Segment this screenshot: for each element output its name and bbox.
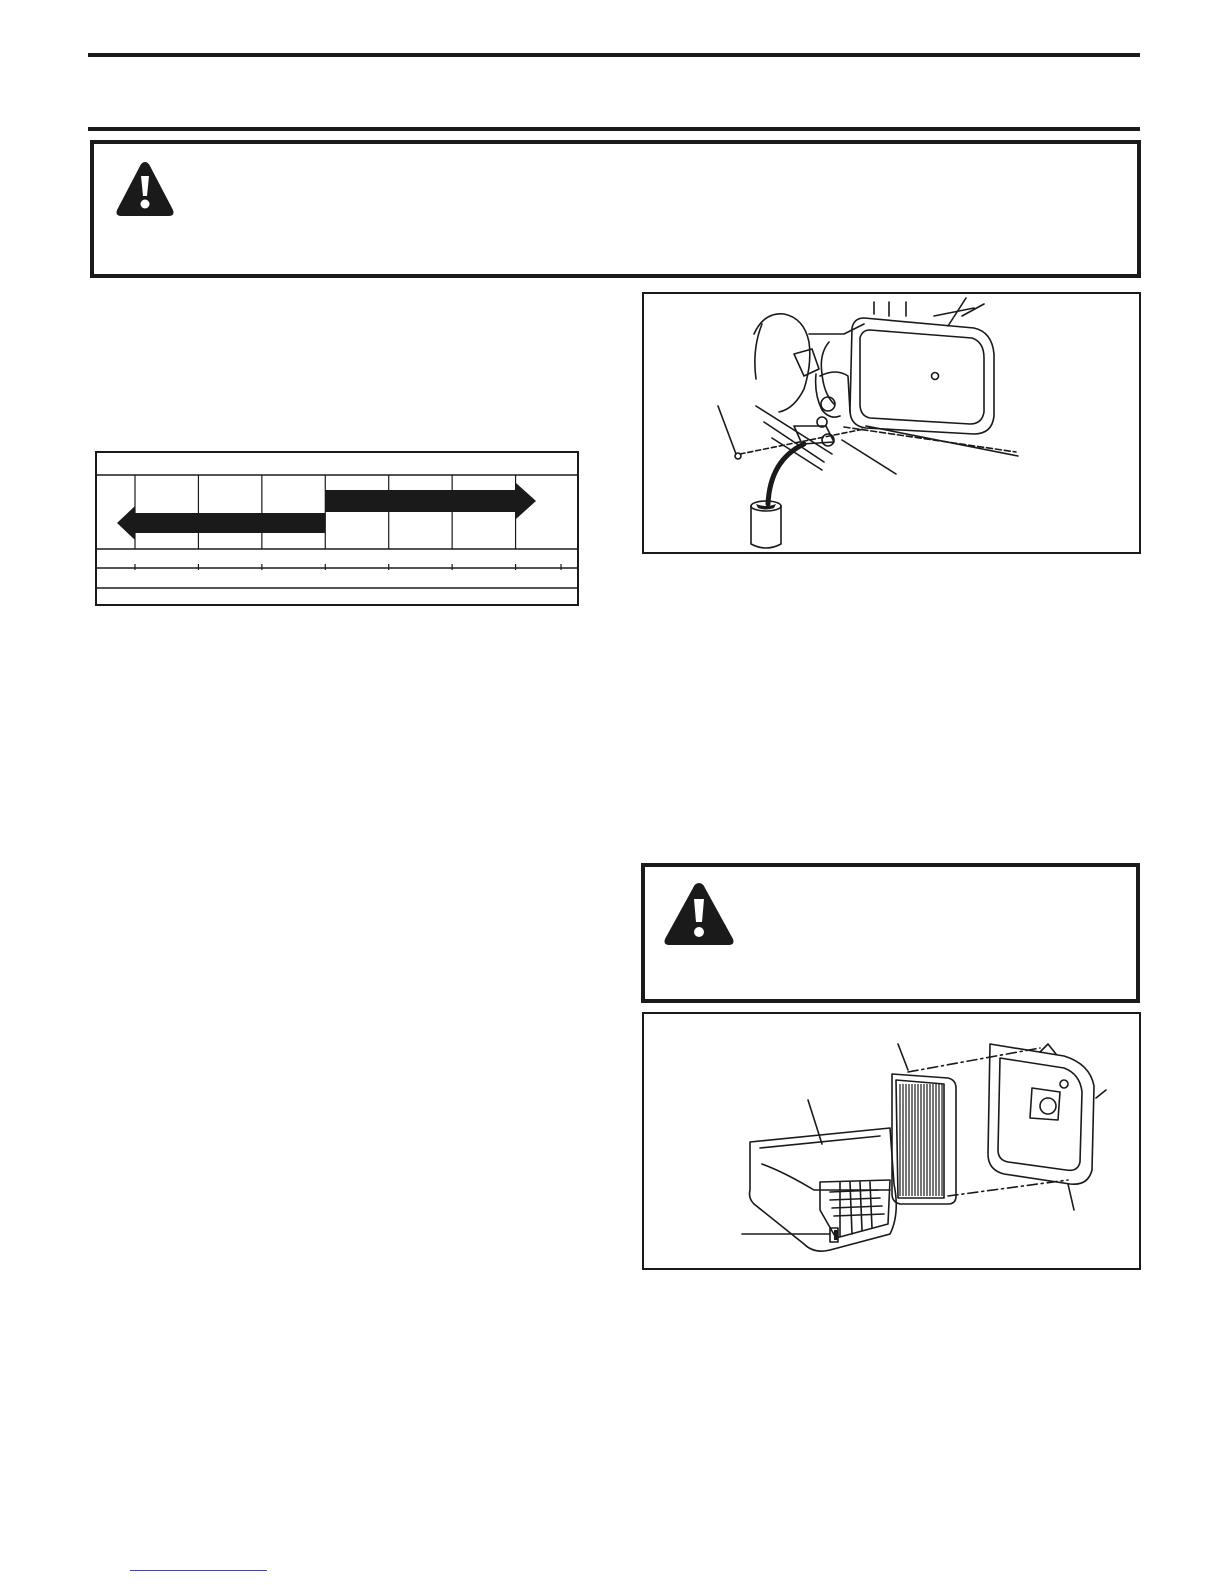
footer-link-underline[interactable] bbox=[130, 1570, 267, 1571]
warning-box-middle bbox=[641, 863, 1140, 1003]
header-top-rule bbox=[88, 53, 1140, 57]
chart-svg bbox=[95, 451, 579, 606]
warning-triangle-icon bbox=[661, 879, 737, 949]
warning-triangle-icon bbox=[114, 158, 176, 220]
air-filter-illustration bbox=[644, 1014, 1139, 1268]
oil-drain-figure bbox=[642, 292, 1141, 554]
header-bottom-rule bbox=[88, 127, 1140, 131]
oil-viscosity-chart bbox=[95, 451, 579, 606]
warning-box-top bbox=[90, 140, 1141, 278]
oil-drain-illustration bbox=[644, 294, 1139, 552]
air-filter-figure bbox=[642, 1012, 1141, 1270]
